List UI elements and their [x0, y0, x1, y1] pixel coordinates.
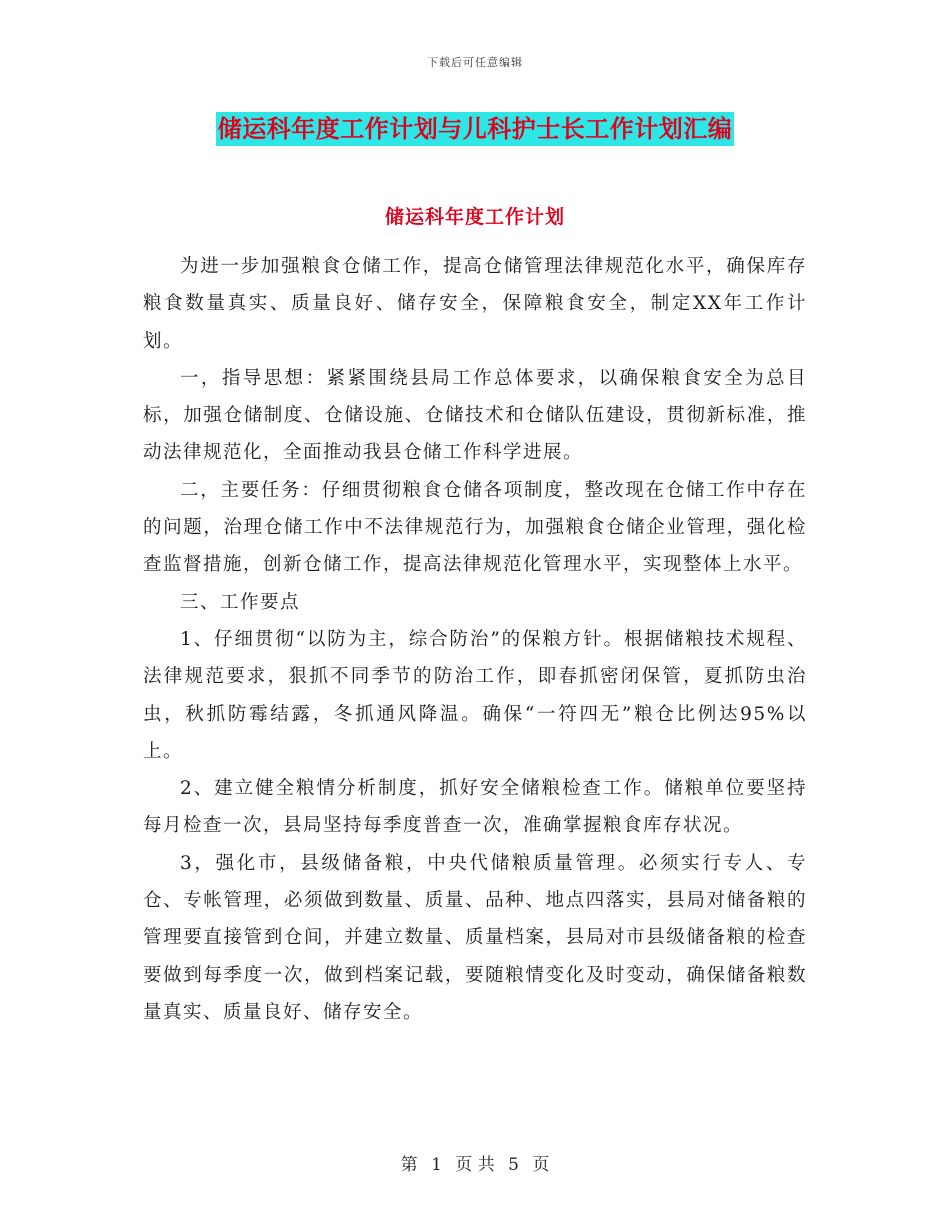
- header-note: 下载后可任意编辑: [427, 56, 523, 69]
- paragraph-guiding-idea: 一，指导思想：紧紧围绕县局工作总体要求，以确保粮食安全为总目标，加强仓储制度、仓储设施、仓储技术和仓储队伍建设，贯彻新标准，推动法律规范化，全面推动我县仓储工作科学进展。: [143, 367, 807, 464]
- document-title-container: [0, 112, 950, 146]
- footer-prefix: 第: [400, 1155, 418, 1175]
- page-footer: [0, 1150, 950, 1175]
- footer-total-pages: 5: [508, 1155, 519, 1175]
- document-body: [143, 248, 807, 1031]
- footer-middle: 页 共: [455, 1155, 495, 1175]
- document-title: 储运科年度工作计划与儿科护士长工作计划汇编: [216, 112, 735, 146]
- section-title: 储运科年度工作计划: [384, 206, 565, 228]
- paragraph-point-2: 2、建立健全粮情分析制度，抓好安全储粮检查工作。储粮单位要坚持每月检查一次，县局坚持每季度普查一次，准确掌握粮食库存状况。: [143, 778, 807, 837]
- paragraph-main-tasks: 二，主要任务：仔细贯彻粮食仓储各项制度，整改现在仓储工作中存在的问题，治理仓储工作中不法律规范行为，加强粮食仓储企业管理，强化检查监督措施，创新仓储工作，提高法律规范化管理水平，实现整体上水平。: [143, 479, 807, 576]
- paragraph-point-1: 1、仔细贯彻“以防为主，综合防治”的保粮方针。根据储粮技术规程、法律规范要求，狠抓不同季节的防治工作，即春抓密闭保管，夏抓防虫治虫，秋抓防霉结露，冬抓通风降温。确保“一符四无”粮仓比例达95%以上。: [143, 628, 807, 762]
- paragraph-intro: 为进一步加强粮食仓储工作，提高仓储管理法律规范化水平，确保库存粮食数量真实、质量良好、储存安全，保障粮食安全，制定XX年工作计划。: [143, 256, 807, 352]
- paragraph-work-points-heading: 三、工作要点: [180, 591, 301, 613]
- footer-page-number: 1: [431, 1155, 442, 1175]
- paragraph-point-3: 3，强化市，县级储备粮，中央代储粮质量管理。必须实行专人、专仓、专帐管理，必须做到数量、质量、品种、地点四落实，县局对储备粮的管理要直接管到仓间，并建立数量、质量档案，县局对市县级储备粮的检查要做到每季度一次，做到档案记载，要随粮情变化及时变动，确保储备粮数量真实、质量良好、储存安全。: [143, 852, 807, 1023]
- footer-suffix: 页: [532, 1155, 550, 1175]
